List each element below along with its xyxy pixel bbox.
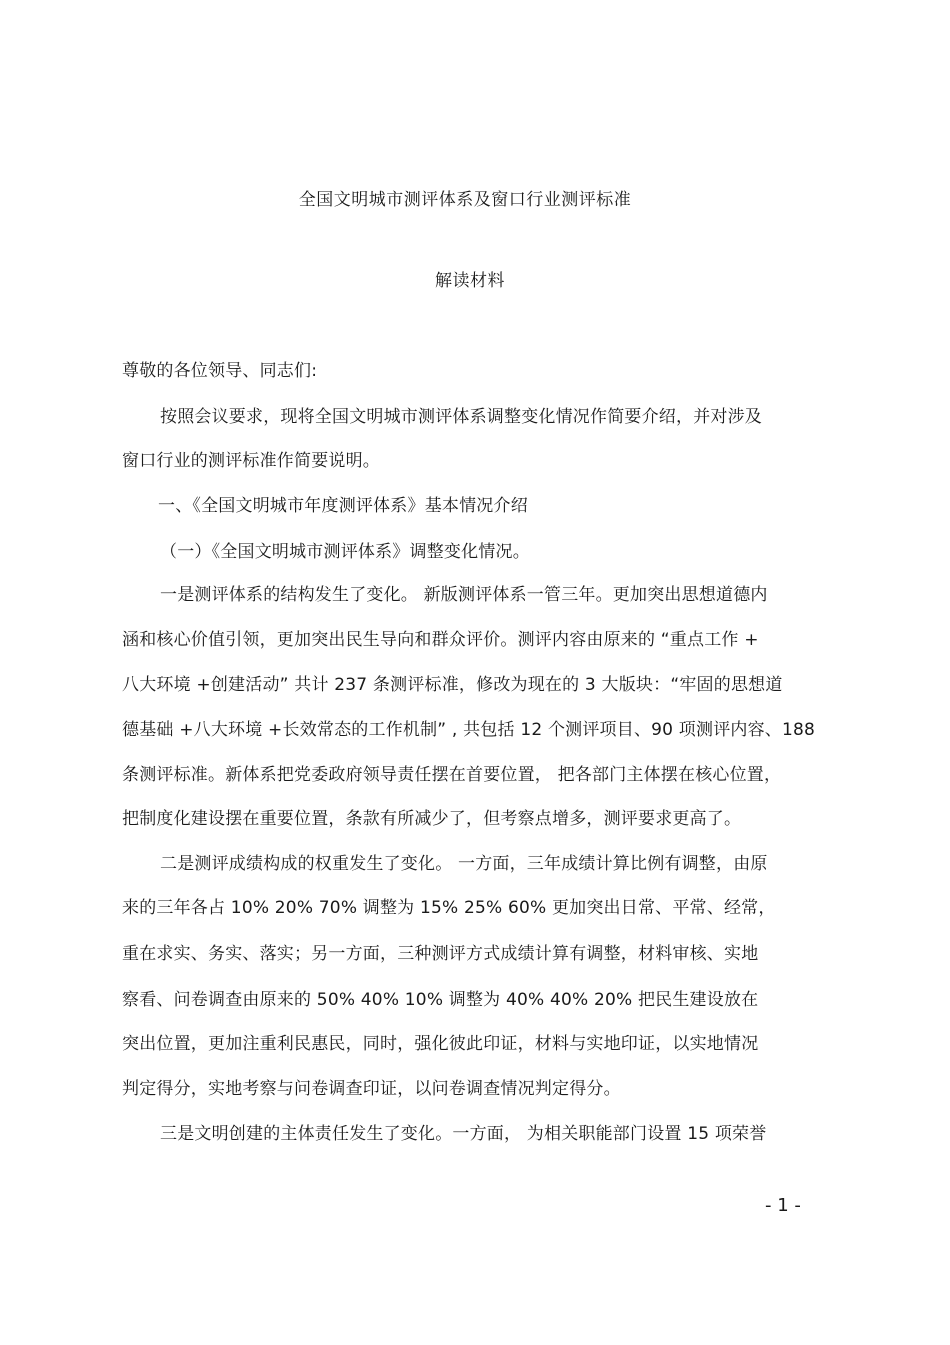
section-heading: 一、《全国文明城市年度测评体系》基本情况介绍 [158,496,528,516]
body-line: 突出位置，更加注重利民惠民，同时，强化彼此印证，材料与实地印证，以实地情况 [122,1034,759,1054]
body-line: 来的三年各占 10% 20% 70% 调整为 15% 25% 60% 更加突出日常、平常、经常， [122,898,776,918]
body-line: 三是文明创建的主体责任发生了变化。一方面， 为相关职能部门设置 15 项荣誉 [160,1124,767,1144]
body-line: 一是测评体系的结构发生了变化。 新版测评体系一管三年。更加突出思想道德内 [160,585,768,605]
body-line: 条测评标准。新体系把党委政府领导责任摆在首要位置， 把各部门主体摆在核心位置， [122,765,782,785]
salutation-line: 尊敬的各位领导、同志们: [122,361,318,381]
body-line: 窗口行业的测评标准作简要说明。 [122,451,380,471]
body-line: 八大环境 +创建活动” 共计 237 条测评标准，修改为现在的 3 大版块：“牢固的思想道 [122,675,783,695]
body-line: 涵和核心价值引领，更加突出民生导向和群众评价。测评内容由原来的 “重点工作 + [122,630,759,650]
body-line: 二是测评成绩构成的权重发生了变化。 一方面，三年成绩计算比例有调整，由原 [160,854,768,874]
page-number: - 1 - [765,1195,801,1216]
body-line: 判定得分，实地考察与问卷调查印证，以问卷调查情况判定得分。 [122,1079,621,1099]
subsection-heading: （一）《全国文明城市测评体系》调整变化情况。 [160,542,530,562]
body-line: 重在求实、务实、落实；另一方面，三种测评方式成绩计算有调整，材料审核、实地 [122,944,759,964]
body-line: 把制度化建设摆在重要位置，条款有所减少了，但考察点增多，测评要求更高了。 [122,809,742,829]
body-line: 察看、问卷调查由原来的 50% 40% 10% 调整为 40% 40% 20% 把民生建设放在 [122,990,759,1010]
document-title: 全国文明城市测评体系及窗口行业测评标准 [298,190,632,210]
body-line: 德基础 +八大环境 +长效常态的工作机制” , 共包括 12 个测评项目、90 项测评内容、188 [122,720,816,740]
body-line: 按照会议要求，现将全国文明城市测评体系调整变化情况作简要介绍，并对涉及 [160,407,762,427]
document-subtitle: 解读材料 [435,271,505,291]
